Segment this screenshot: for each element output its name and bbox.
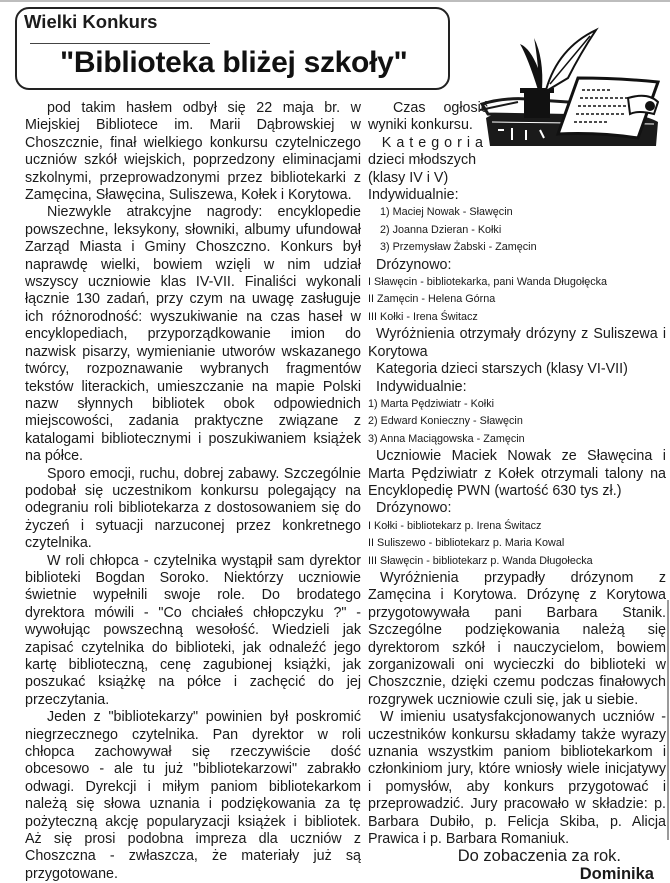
kicker-underline (30, 43, 210, 44)
category-older: Kategoria dzieci starszych (klasy VI-VII) (376, 361, 628, 378)
closing-line: Do zobaczenia za rok. (457, 847, 621, 866)
paragraph: Jeden z "bibliotekarzy" powinien był poskromić niegrzecznego czytelnika. Pan dyrektor w roli chłopca zachowywał się rzeczywiście dość obcesowo - ale tu już "bibliotekarzowi" zabrakło odwagi. Dyrekcji i miłym paniom bibliotekarkom należą się słowa uznania i podziękowania za tę pożyteczną akcję popularyzacji książek i bibliotek. Aż się prosi podobna impreza dla uczniów z Choszczna - zwłaszcza, że materiały już są przygotowane. (25, 709, 361, 882)
result-item: 3) Anna Maciągowska - Zamęcin (368, 432, 525, 445)
paragraph: Niezwykle atrakcyjne nagrody: encyklopedie powszechne, leksykony, słowniki, albumy ufundował Zarząd Miasta i Gminy Choszczno. Konkurs był naprawdę wielki, bowiem wzięli w nim udział wszyscy uczniowie klas IV-VII. Finaliści wykonali łącznie 130 zadań, przy czym na uwagę zasługuje ich różnorodność: wyszukiwanie na czas haseł w encyklopediach, przyporządkowanie imion do nazwisk pisarzy, wymienianie utworów wskazanego twórcy, rozpoznawanie wybranych fragmentów tekstów literackich, umieszczanie na mapie Polski nazw słynnych bibliotek obok odpowiednich miejscowości, zadania praktyczne związane z katalogami bibliotecznymi i poszukiwaniem książek na półce. (25, 204, 361, 465)
paragraph: Sporo emocji, ruchu, dobrej zabawy. Szczególnie podobał się uczestnikom konkursu polegający na odegraniu roli bibliotekarza z dostosowaniem się do życzeń i sytuacji narzuconej przez konkretnego czytelnika. (25, 465, 361, 552)
right-border (667, 600, 669, 840)
category-label: Kategoria (381, 134, 488, 151)
result-item: I Sławęcin - bibliotekarka, pani Wanda Długołęcka (368, 276, 608, 289)
result-item: II Suliszewo - bibliotekarz p. Maria Kowal (368, 537, 565, 550)
result-item: 2) Edward Konieczny - Sławęcin (368, 415, 523, 428)
team-label: Drózynowo: (376, 500, 452, 517)
vouchers-note: Uczniowie Maciek Nowak ze Sławęcina i Marta Pędziwiatr z Kołek otrzymali talony na Encyklopedię PWN (wartość 630 tys zł.) (368, 448, 666, 499)
paragraph: W roli chłopca - czytelnika wystąpił sam dyrektor biblioteki Bogdan Soroko. Niektórzy uczniowie świetnie wypełnili swoje role. Do brodatego dyrektora mówili - "Co chciałeś chłopczyku ?" - wywołując powszechną wesołość. Wiedzieli jak zapisać czytelnika do biblioteki, jak odnaleźć jego kartę biblioteczną, cenę zagubionej książki, jak poszukać książkę na półce i zachęcić do jej przeczytania. (25, 552, 361, 708)
result-item: III Sławęcin - bibliotekarz p. Wanda Długołecka (368, 554, 593, 567)
result-item: I Kołki - bibliotekarz p. Irena Świtacz (368, 519, 542, 532)
paragraph: W imieniu usatysfakcjonowanych uczniów - uczestników konkursu składamy także wyrazy uznania wszystkim paniom bibliotekarkom i członkiniom jury, które wniosły wiele inicjatywy i pomysłów, aby konkurs przygotować i przeprowadzić. Jury pracowało w składzie: p. Barbara Dubiło, p. Felicja Skiba, p. Alicja Prawica i p. Barbara Romaniuk. (368, 709, 666, 848)
intro-line: wyniki konkursu. (368, 117, 473, 134)
result-item: 2) Joanna Dzieran - Kołki (380, 223, 502, 236)
article-title: "Biblioteka bliżej szkoły" (60, 46, 408, 79)
team-label: Drózynowo: (376, 256, 452, 273)
result-item: III Kołki - Irena Świtacz (368, 310, 478, 323)
article-right-column (368, 100, 666, 883)
author-signature: Dominika (579, 864, 654, 883)
individual-label: Indywidualnie: (368, 187, 459, 204)
result-item: 1) Marta Pędziwiatr - Kołki (368, 397, 494, 410)
paragraph: pod takim hasłem odbył się 22 maja br. w Miejskiej Bibliotece im. Marii Dąbrowskiej w Choszcznie, finał wielkiego konkursu czytelniczego uczniów szkół wiejskich, poprzedzony eliminacjami szkolnymi, przeprowadzonymi przez bibliotekarki z Zamęcina, Sławęcina, Suliszewa, Kołek i Korytowa. (25, 100, 361, 204)
results-intro (368, 100, 488, 187)
top-border (0, 0, 670, 2)
distinction: Wyróżnienia otrzymały drózyny z Suliszewa i Korytowa (368, 326, 666, 360)
individual-label: Indywidualnie: (376, 378, 467, 395)
paragraph: Wyróżnienia przypadły drózynom z Zamęcina i Korytowa. Drózynę z Korytowa przygotowywała pani Barbara Stanik. Szczególne podziękowania należą się dyrektorom szkół i nauczycielom, bowiem zorganizowali oni wycieczki do biblioteki w Choszcznie, dzięki czemu podczas finałowych rozgrywek uczniowie czuli się, jak u siebie. (368, 569, 666, 708)
category-younger: dzieci młodszych (368, 152, 477, 169)
result-item: 1) Maciej Nowak - Sławęcin (380, 206, 513, 219)
result-item: 3) Przemysław Żabski - Zamęcin (380, 241, 537, 254)
category-younger-classes: (klasy IV i V) (368, 169, 449, 186)
intro-line: Czas ogłosić (392, 100, 488, 116)
kicker: Wielki Konkurs (24, 11, 158, 32)
result-item: II Zamęcin - Helena Górna (368, 293, 496, 306)
article-left-column (25, 100, 361, 883)
